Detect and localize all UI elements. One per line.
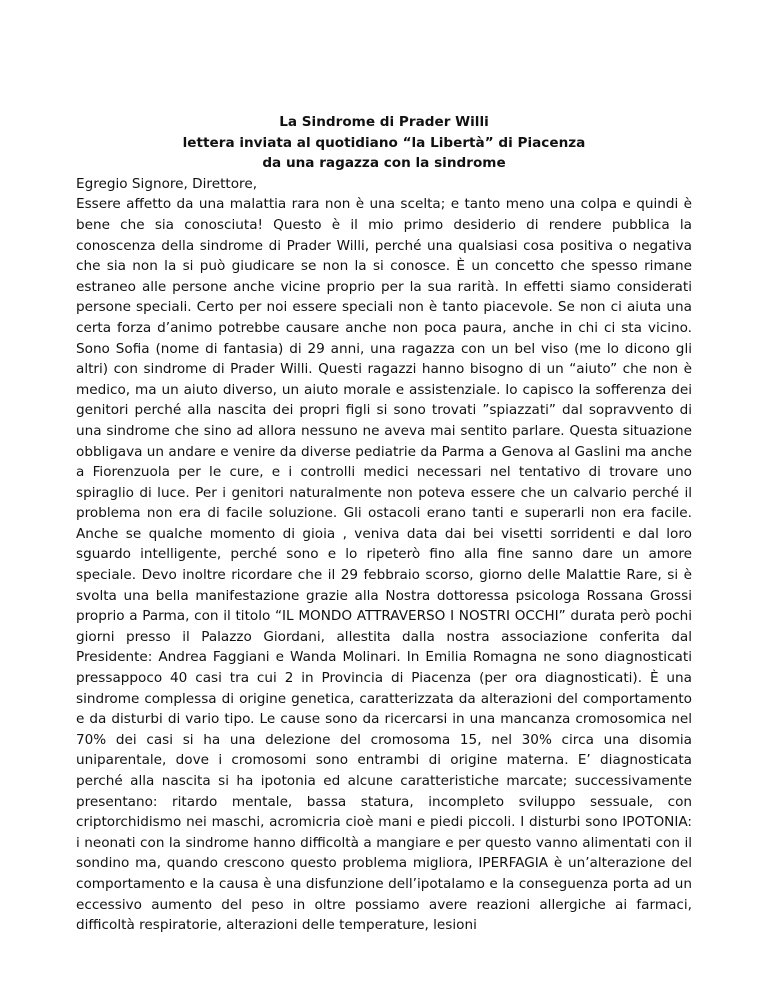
salutation: Egregio Signore, Direttore, xyxy=(76,175,258,192)
title-line-2: lettera inviata al quotidiano “la Libertà” di Piacenza xyxy=(182,134,586,151)
title-line-1: La Sindrome di Prader Willi xyxy=(279,114,489,130)
document-page xyxy=(76,112,692,936)
document-title xyxy=(76,112,692,174)
title-line-3: da una ragazza con la sindrome xyxy=(262,155,506,172)
letter-body: Essere affetto da una malattia rara non è una scelta; e tanto meno una colpa e quindi è bene che sia conosciuta! Questo è il mio primo desiderio di rendere pubblica la conoscenza della sindrome di Prader Willi, perché una qualsiasi cosa positiva o negativa che sia non la si può giudicare se non la si conosce. È un concetto che spesso rimane estraneo alle persone anche vicine proprio per la sua rarità. In effetti siamo considerati persone speciali. Certo per noi essere speciali non è tanto piacevole. Se non ci aiuta una certa forza d’animo potrebbe causare anche non poca paura, anche in chi ci sta vicino. Sono Sofia (nome di fantasia) di 29 anni, una ragazza con un bel viso (me lo dicono gli altri) con sindrome di Prader Willi. Questi ragazzi hanno bisogno di un “aiuto” che non è medico, ma un aiuto diverso, un aiuto morale e assistenziale. Io capisco la sofferenza dei genitori perché alla nascita dei propri figli si sono trovati ”spiazzati” dal sopravvento di una sindrome che sino ad allora nessuno ne aveva mai sentito parlare. Questa situazione obbligava un andare e venire da diverse pediatrie da Parma a Genova al Gaslini ma anche a Fiorenzuola per le cure, e i controlli medici necessari nel tentativo di trovare uno spiraglio di luce. Per i genitori naturalmente non poteva essere che un calvario perché il problema non era di facile soluzione. Gli ostacoli erano tanti e superarli non era facile. Anche se qualche momento di gioia , veniva data dai bei visetti sorridenti e dal loro sguardo intelligente, perché sono e lo ripeterò fino alla fine sanno dare un amore speciale. Devo inoltre ricordare che il 29 febbraio scorso, giorno delle Malattie Rare, si è svolta una bella manifestazione grazie alla Nostra dottoressa psicologa Rossana Grossi proprio a Parma, con il titolo “IL MONDO ATTRAVERSO I NOSTRI OCCHI” durata però pochi giorni presso il Palazzo Giordani, allestita dalla nostra associazione conferita dal Presidente: Andrea Faggiani e Wanda Molinari. In Emilia Romagna ne sono diagnosticati pressappoco 40 casi tra cui 2 in Provincia di Piacenza (per ora diagnosticati). È una sindrome complessa di origine genetica, caratterizzata da alterazioni del comportamento e da disturbi di vario tipo. Le cause sono da ricercarsi in una mancanza cromosomica nel 70% dei casi si ha una delezione del cromosoma 15, nel 30% circa una disomia uniparentale, dove i cromosomi sono entrambi di origine materna. E’ diagnosticata perché alla nascita si ha ipotonia ed alcune caratteristiche marcate; successivamente presentano: ritardo mentale, bassa statura, incompleto sviluppo sessuale, con criptorchidismo nei maschi, acromicria cioè mani e piedi piccoli. I disturbi sono IPOTONIA: i neonati con la sindrome hanno difficoltà a mangiare e per questo vanno alimentati con il sondino ma, quando crescono questo problema migliora, IPERFAGIA è un’alterazione del comportamento e la causa è una disfunzione dell’ipotalamo e la conseguenza porta ad un eccessivo aumento del peso in oltre possiamo avere reazioni allergiche ai farmaci, difficoltà respiratorie, alterazioni delle temperature, lesioni xyxy=(76,196,692,934)
